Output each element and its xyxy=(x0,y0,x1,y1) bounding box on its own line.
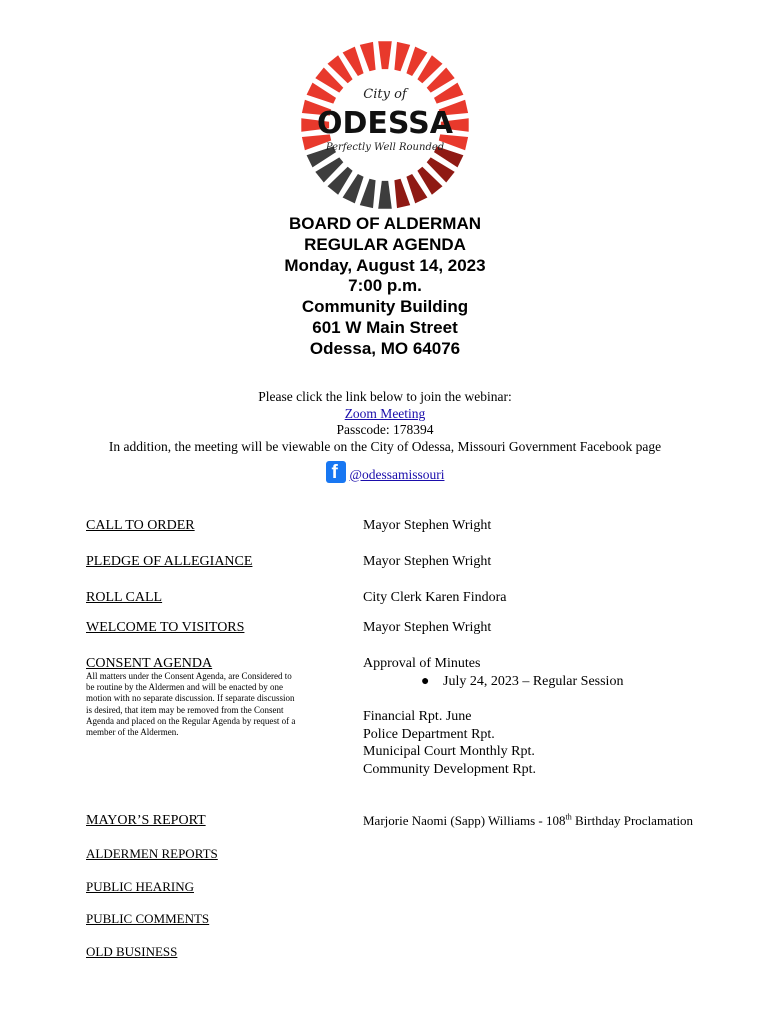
logo-name: ODESSA xyxy=(317,106,453,141)
logo-ray xyxy=(378,41,392,69)
logo-ray xyxy=(360,42,376,71)
heading-venue: Community Building xyxy=(301,297,469,317)
item-public-hearing: PUBLIC HEARING xyxy=(86,879,194,894)
minutes-session: July 24, 2023 – Regular Session xyxy=(443,673,624,689)
item-mayors-report: MAYOR’S REPORT xyxy=(86,813,206,828)
logo-tagline: Perfectly Well Rounded xyxy=(325,142,445,153)
heading-agenda-type: REGULAR AGENDA xyxy=(304,234,466,254)
ordinal-suffix: th xyxy=(565,812,572,822)
facebook-handle-link[interactable]: @odessamissouri xyxy=(349,466,445,482)
item-welcome: WELCOME TO VISITORS xyxy=(86,620,245,635)
detail-call-to-order: Mayor Stephen Wright xyxy=(363,518,492,533)
item-old-business: OLD BUSINESS xyxy=(86,944,178,959)
item-consent-agenda: CONSENT AGENDA xyxy=(86,656,213,671)
detail-mayors-report xyxy=(363,812,693,830)
facebook-icon[interactable]: f xyxy=(326,461,346,483)
passcode: Passcode: 178394 xyxy=(336,422,434,437)
heading-time: 7:00 p.m. xyxy=(348,276,422,296)
detail-welcome: Mayor Stephen Wright xyxy=(363,620,492,635)
item-public-comments: PUBLIC COMMENTS xyxy=(86,911,210,926)
webinar-info xyxy=(0,389,770,483)
logo-ray xyxy=(394,42,410,71)
report-financial: Financial Rpt. June xyxy=(363,709,472,724)
zoom-meeting-link[interactable]: Zoom Meeting xyxy=(344,405,426,421)
item-roll-call: ROLL CALL xyxy=(86,590,163,605)
item-call-to-order: CALL TO ORDER xyxy=(86,518,195,533)
proclamation-text: Marjorie Naomi (Sapp) Williams - 108 xyxy=(363,813,566,828)
heading-city: Odessa, MO 64076 xyxy=(309,338,461,358)
odessa-sunburst-logo xyxy=(300,40,470,210)
detail-pledge: Mayor Stephen Wright xyxy=(363,554,492,569)
report-community-dev: Community Development Rpt. xyxy=(363,761,537,777)
facebook-note: In addition, the meeting will be viewable on the City of Odessa, Missouri Government Facebook page xyxy=(108,438,662,454)
bullet-icon: ● xyxy=(421,673,430,689)
report-police: Police Department Rpt. xyxy=(363,726,495,742)
logo-ray xyxy=(360,179,376,208)
proclamation-title: Birthday Proclamation xyxy=(571,813,694,828)
logo-ray xyxy=(378,181,392,209)
consent-details xyxy=(363,655,623,778)
heading-date: Monday, August 14, 2023 xyxy=(284,255,486,275)
item-aldermen-reports: ALDERMEN REPORTS xyxy=(86,846,218,861)
approval-of-minutes: Approval of Minutes xyxy=(363,656,481,671)
detail-roll-call: City Clerk Karen Findora xyxy=(363,590,507,605)
webinar-intro: Please click the link below to join the webinar: xyxy=(258,389,512,404)
logo-ray xyxy=(394,179,410,208)
logo-city-of: City of xyxy=(363,87,407,102)
minutes-bullet xyxy=(363,673,623,691)
agenda-heading xyxy=(0,214,770,360)
consent-agenda-note: All matters under the Consent Agenda, are Considered to be routine by the Aldermen and will be enacted by one motion with no separate discussion. If separate discussion is desired, that item may be removed from the Consent Agenda and placed on the Regular Agenda by request of a member of the Aldermen. xyxy=(86,671,296,738)
item-pledge: PLEDGE OF ALLEGIANCE xyxy=(86,554,253,569)
report-court: Municipal Court Monthly Rpt. xyxy=(363,744,535,759)
heading-board: BOARD OF ALDERMAN xyxy=(288,214,482,233)
city-logo xyxy=(300,40,470,210)
heading-street: 601 W Main Street xyxy=(312,317,458,337)
